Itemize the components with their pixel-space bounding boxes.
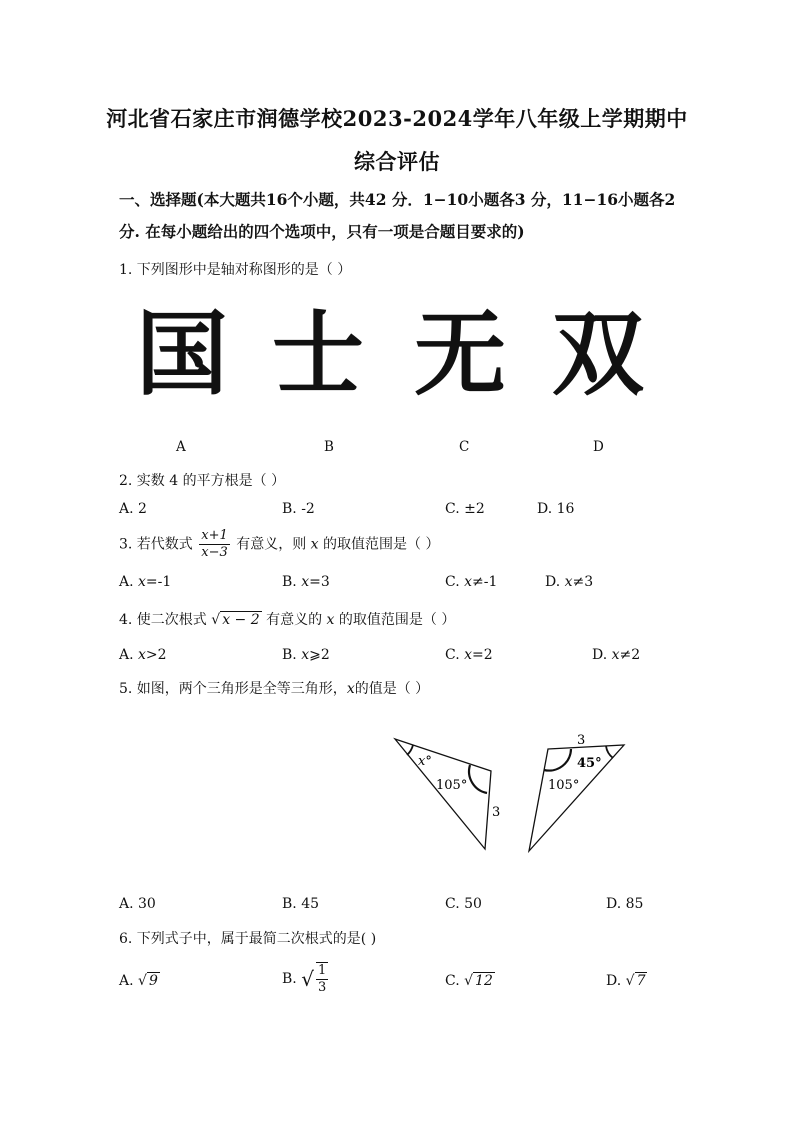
q6-option-c: C. √ 12 xyxy=(445,973,493,989)
question-4-stem xyxy=(119,609,455,629)
q4-stem-pre: 4. 使二次根式 xyxy=(119,612,207,628)
q3-frac-den: x−3 xyxy=(201,545,228,560)
q5-option-d: D. 85 xyxy=(606,896,644,912)
congruent-triangles-figure xyxy=(385,725,635,860)
exam-title-line2: 综合评估 xyxy=(354,149,440,174)
q3-fraction xyxy=(199,528,230,561)
exam-title-line1: 河北省石家庄市润德学校2023-2024学年八年级上学期期中 xyxy=(106,106,688,131)
left-angle-x: x° xyxy=(418,754,432,769)
right-angle-105: 105° xyxy=(548,778,580,793)
label-a: A xyxy=(176,439,186,455)
q5-option-c: C. 50 xyxy=(445,896,482,912)
q3-stem-post-b: 的取值范围是（ ） xyxy=(323,536,440,553)
q3-var: x xyxy=(310,536,319,553)
q3-option-a: A. x=-1 xyxy=(119,574,172,590)
q6-option-d: D. √ 7 xyxy=(606,973,646,989)
q3-option-d: D. x≠3 xyxy=(545,574,594,590)
q4-option-c: C. x=2 xyxy=(445,647,493,663)
question-6-stem: 6. 下列式子中，属于最简二次根式的是( ) xyxy=(119,931,377,947)
left-triangle xyxy=(395,739,491,849)
q5-option-a: A. 30 xyxy=(119,896,156,912)
label-d: D xyxy=(593,439,604,455)
q4-option-b: B. x⩾2 xyxy=(282,647,330,663)
right-angle-45: 45° xyxy=(577,756,602,771)
q3-frac-num: x+1 xyxy=(201,528,228,543)
right-angle-arc-right xyxy=(606,746,613,758)
right-side-3: 3 xyxy=(577,733,586,748)
q4-option-d: D. x≠2 xyxy=(592,647,641,663)
q4-option-a: A. x>2 xyxy=(119,647,167,663)
q3-stem-pre: 3. 若代数式 xyxy=(119,536,193,553)
option-char-b: 士 xyxy=(272,301,365,408)
left-angle-arc-top xyxy=(407,745,413,755)
left-angle-105: 105° xyxy=(436,778,468,793)
section-heading: 一、选择题(本大题共16个小题，共42 分．1−10小题各3 分，11−16小题各2分. 在每小题给出的四个选项中，只有一项是合题目要求的) xyxy=(119,190,676,241)
left-side-3: 3 xyxy=(492,805,501,820)
option-char-a: 国 xyxy=(136,301,229,408)
question-1-stem: 1. 下列图形中是轴对称图形的是（ ） xyxy=(119,262,352,278)
q5-option-b: B. 45 xyxy=(282,896,320,912)
q2-option-a: A. 2 xyxy=(119,501,147,517)
q3-stem-post-a: 有意义，则 xyxy=(236,536,307,553)
option-char-d: 双 xyxy=(552,301,645,408)
label-c: C xyxy=(459,439,470,455)
q4-sqrt: √ x − 2 xyxy=(211,612,260,628)
q3-option-c: C. x≠-1 xyxy=(445,574,498,590)
q4-radicand: x − 2 xyxy=(222,612,260,628)
q2-option-d: D. 16 xyxy=(537,501,575,517)
question-5-stem: 5. 如图，两个三角形是全等三角形，x的值是（ ） xyxy=(119,681,430,697)
question-3-stem xyxy=(119,528,439,561)
label-b: B xyxy=(324,439,334,455)
q4-stem-post-b: 的取值范围是（ ） xyxy=(338,612,456,628)
option-char-c: 无 xyxy=(414,301,507,408)
q6-option-b: B. √ $\frac{1}{3}$ xyxy=(282,963,327,995)
q2-option-b: B. -2 xyxy=(282,501,315,517)
q4-stem-post-a: 有意义的 xyxy=(266,612,323,628)
q3-option-b: B. x=3 xyxy=(282,574,330,590)
q4-var: x xyxy=(326,612,335,628)
q6-option-a: A. √ 9 xyxy=(119,973,158,989)
question-2-stem: 2. 实数 4 的平方根是（ ） xyxy=(119,473,286,489)
q2-option-c: C. ±2 xyxy=(445,501,485,517)
